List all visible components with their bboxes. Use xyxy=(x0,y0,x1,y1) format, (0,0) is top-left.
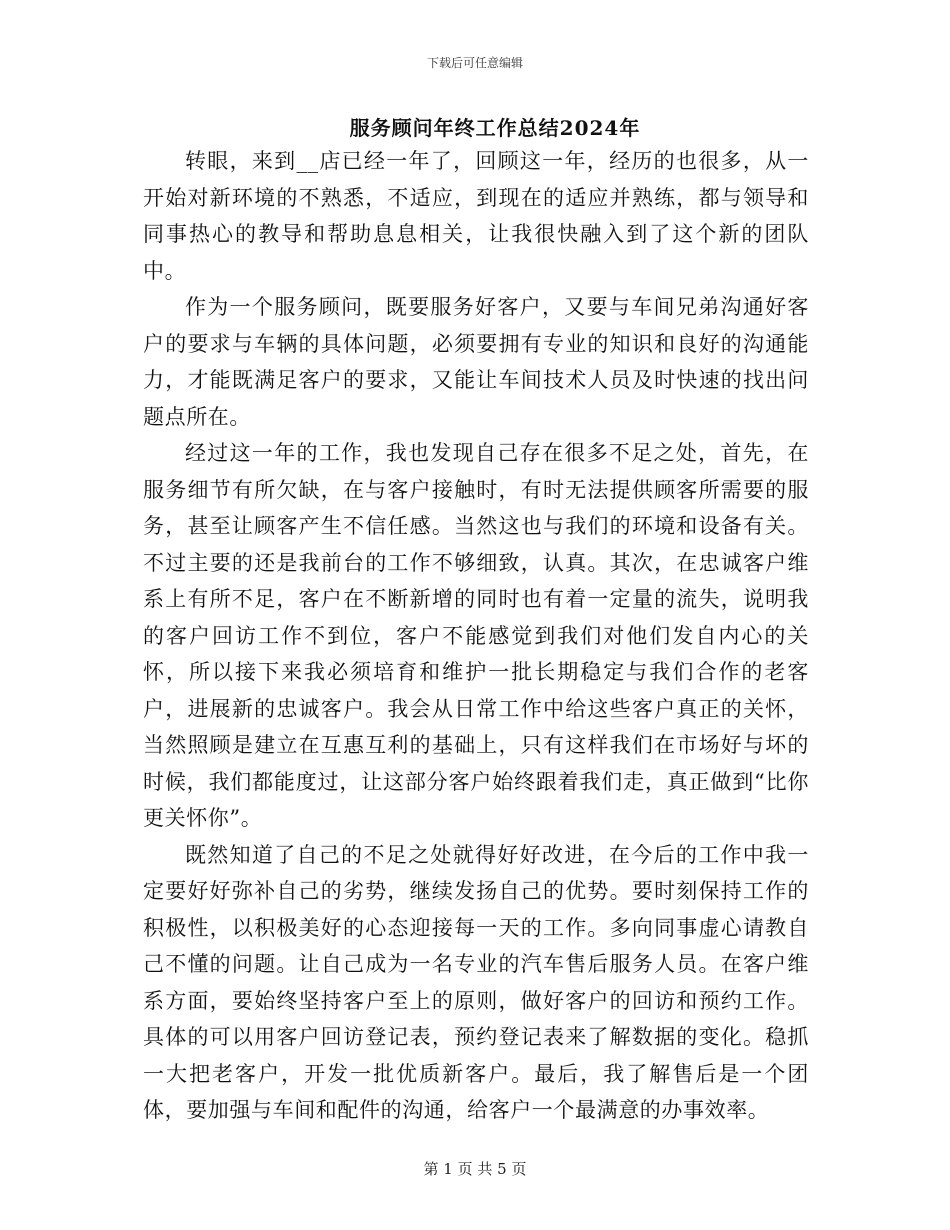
paragraph-1: 转眼，来到__店已经一年了，回顾这一年，经历的也很多，从一开始对新环境的不熟悉，不适应，到现在的适应并熟练，都与领导和同事热心的教导和帮助息息相关，让我很快融入到了这个新的团队中。 xyxy=(143,149,809,283)
paragraph-4: 既然知道了自己的不足之处就得好好改进，在今后的工作中我一定要好好弥补自己的劣势，继续发扬自己的优势。要时刻保持工作的积极性，以积极美好的心态迎接每一天的工作。多向同事虚心请教自己不懂的问题。让自己成为一名专业的汽车售后服务人员。在客户维系方面，要始终坚持客户至上的原则，做好客户的回访和预约工作。具体的可以用客户回访登记表，预约登记表来了解数据的变化。稳抓一大把老客户，开发一批优质新客户。最后，我了解售后是一个团体，要加强与车间和配件的沟通，给客户一个最满意的办事效率。 xyxy=(143,842,809,1122)
document-title: 服务顾问年终工作总结2024年 xyxy=(349,116,641,140)
page-number: 第 1 页 共 5 页 xyxy=(423,1160,527,1178)
document-body xyxy=(143,143,809,1129)
paragraph-2: 作为一个服务顾问，既要服务好客户，又要与车间兄弟沟通好客户的要求与车辆的具体问题，必须要拥有专业的知识和良好的沟通能力，才能既满足客户的要求，又能让车间技术人员及时快速的找出问题点所在。 xyxy=(143,295,809,429)
paragraph-3: 经过这一年的工作，我也发现自己存在很多不足之处，首先，在服务细节有所欠缺，在与客户接触时，有时无法提供顾客所需要的服务，甚至让顾客产生不信任感。当然这也与我们的环境和设备有关。不过主要的还是我前台的工作不够细致，认真。其次，在忠诚客户维系上有所不足，客户在不断新增的同时也有着一定量的流失，说明我的客户回访工作不到位，客户不能感觉到我们对他们发自内心的关怀，所以接下来我必须培育和维护一批长期稳定与我们合作的老客户，进展新的忠诚客户。我会从日常工作中给这些客户真正的关怀，当然照顾是建立在互惠互利的基础上，只有这样我们在市场好与坏的时候，我们都能度过，让这部分客户始终跟着我们走，真正做到“比你更关怀你”。 xyxy=(143,441,809,830)
header-note: 下载后可任意编辑 xyxy=(426,56,523,70)
